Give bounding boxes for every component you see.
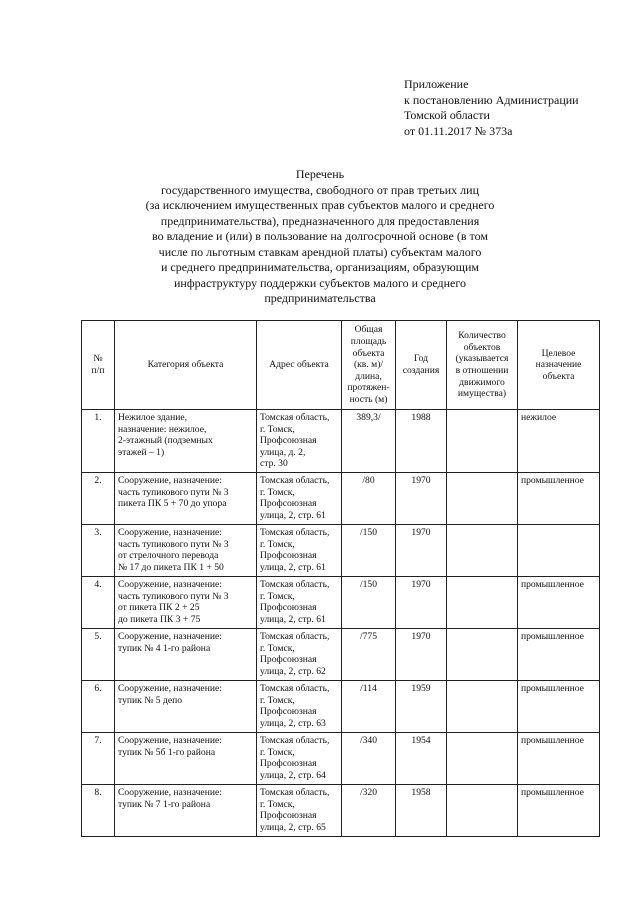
cell-category-line: часть тупикового пути № 3 [118, 538, 229, 550]
cell-count [447, 784, 518, 836]
cell-year: 1970 [396, 576, 447, 628]
cell-year: 1970 [396, 472, 447, 524]
cell-address-line: Томская область, [260, 412, 330, 423]
header-num [82, 321, 115, 410]
cell-num: 3. [82, 524, 115, 576]
cell-category [115, 576, 257, 628]
table-header-row [82, 321, 600, 410]
header-line: в отношении [455, 365, 509, 376]
cell-category-line: 2-этажный (подземных [118, 435, 213, 447]
cell-category-line: Нежилое здание, [118, 412, 187, 423]
header-line: создания [402, 365, 440, 376]
cell-category [115, 472, 257, 524]
header-line: Адрес объекта [269, 359, 329, 371]
cell-num: 1. [82, 410, 115, 473]
cell-year: 1970 [396, 628, 447, 680]
header-line: (кв. м)/ [353, 359, 384, 371]
cell-category-line: Сооружение, назначение: [118, 786, 222, 798]
cell-category [115, 524, 257, 576]
cell-address-line: улица, 2, стр. 61 [260, 613, 326, 625]
cell-address-line: г. Томск, [260, 590, 295, 602]
cell-address-line: г. Томск, [260, 538, 295, 550]
cell-address [257, 524, 342, 576]
cell-address-line: Профсоюзная [260, 706, 317, 718]
cell-category-line: часть тупикового пути № 3 [118, 590, 229, 602]
header-category [115, 321, 257, 410]
title-line: инфраструктуру поддержки субъектов малого и среднего [174, 275, 466, 290]
header-line: объектов [463, 341, 501, 353]
header-address [257, 321, 342, 410]
cell-category-line: тупик № 4 1-го района [118, 642, 211, 654]
appendix-line: от 01.11.2017 № 373а [404, 123, 513, 138]
table-row [82, 524, 600, 576]
header-line: движимого [459, 376, 505, 388]
header-line: Количество [458, 330, 506, 342]
cell-address-line: Профсоюзная [260, 435, 317, 447]
table-row [82, 576, 600, 628]
cell-category [115, 680, 257, 732]
header-line: п/п [91, 365, 105, 376]
cell-address-line: Профсоюзная [260, 602, 317, 614]
cell-category-line: от стрелочного перевода [118, 550, 219, 562]
cell-num: 6. [82, 680, 115, 732]
cell-address-line: г. Томск, [260, 423, 295, 435]
title-line: государственного имущества, свободного от прав третьих лиц [160, 182, 480, 197]
cell-area: /150 [342, 576, 396, 628]
cell-category-line: часть тупикового пути № 3 [118, 486, 229, 498]
cell-category-line: тупик № 7 1-го района [118, 798, 211, 810]
cell-category-line: тупик № 5 депо [118, 694, 183, 706]
appendix-line: Томской области [404, 108, 490, 122]
cell-address-line: Профсоюзная [260, 810, 317, 822]
cell-year: 1988 [396, 410, 447, 473]
header-count [447, 321, 518, 410]
cell-address-line: Томская область, [260, 578, 330, 590]
cell-count [447, 732, 518, 784]
cell-address [257, 628, 342, 680]
cell-count [447, 524, 518, 576]
title-line: и среднего предпринимательства, организациям, образующим [161, 260, 479, 274]
cell-address-line: улица, 2, стр. 61 [260, 509, 326, 521]
cell-category-line: № 17 до пикета ПК 1 + 50 [118, 561, 224, 573]
title-line: предпринимательства), предназначенного для предоставления [160, 213, 480, 228]
cell-address-line: улица, 2, стр. 61 [260, 561, 326, 573]
cell-num: 7. [82, 732, 115, 784]
title-line: (за исключением имущественных прав субъектов малого и среднего [145, 198, 495, 212]
cell-purpose: промышленное [518, 472, 600, 524]
cell-num: 4. [82, 576, 115, 628]
table-row [82, 680, 600, 732]
cell-address-line: улица, 2, стр. 64 [260, 769, 326, 781]
cell-address-line: улица, 2, стр. 62 [260, 665, 326, 677]
cell-purpose: промышленное [518, 680, 600, 732]
cell-address-line: стр. 30 [260, 458, 288, 470]
cell-year: 1959 [396, 680, 447, 732]
cell-count [447, 576, 518, 628]
title-line: предпринимательства [264, 291, 376, 305]
cell-address-line: Томская область, [260, 734, 330, 746]
cell-address-line: улица, 2, стр. 63 [260, 717, 326, 729]
header-line: имущества) [457, 388, 507, 400]
cell-category-line: Сооружение, назначение: [118, 526, 222, 538]
cell-purpose: промышленное [518, 628, 600, 680]
appendix-line: к постановлению Администрации [404, 92, 579, 107]
cell-num: 2. [82, 472, 115, 524]
header-line: (указывается [455, 353, 509, 365]
cell-category [115, 732, 257, 784]
header-line: объекта [542, 370, 575, 382]
appendix-line: Приложение [404, 77, 469, 91]
cell-address-line: Томская область, [260, 630, 330, 642]
cell-category-line: тупик № 5б 1-го района [118, 746, 216, 758]
title-line: во владение и (или) в пользование на долгосрочной основе (в том [152, 229, 488, 243]
cell-area: 389,3/ [342, 410, 396, 473]
document-title [120, 167, 520, 307]
table-row [82, 472, 600, 524]
cell-address-line: Томская область, [260, 474, 330, 486]
header-line: Целевое [541, 347, 576, 359]
cell-purpose: нежилое [518, 410, 600, 473]
cell-address-line: г. Томск, [260, 486, 295, 498]
cell-count [447, 410, 518, 473]
table-row [82, 410, 600, 473]
cell-category-line: Сооружение, назначение: [118, 682, 222, 694]
cell-purpose [518, 524, 600, 576]
cell-year: 1970 [396, 524, 447, 576]
title-line: Перечень [295, 167, 345, 181]
cell-address [257, 410, 342, 473]
property-table [81, 320, 600, 837]
cell-address [257, 784, 342, 836]
header-line: Категория объекта [147, 359, 224, 371]
table-row [82, 732, 600, 784]
cell-address-line: Томская область, [260, 786, 330, 798]
header-line: Год [413, 353, 429, 365]
cell-count [447, 472, 518, 524]
table-row [82, 628, 600, 680]
cell-area: /150 [342, 524, 396, 576]
cell-address-line: Томская область, [260, 526, 330, 538]
header-area [342, 321, 396, 410]
cell-address-line: улица, д. 2, [260, 446, 306, 458]
cell-address-line: Профсоюзная [260, 758, 317, 770]
header-year [396, 321, 447, 410]
cell-category [115, 628, 257, 680]
cell-category-line: Сооружение, назначение: [118, 734, 222, 746]
cell-address-line: Профсоюзная [260, 498, 317, 510]
cell-area: /340 [342, 732, 396, 784]
cell-address [257, 732, 342, 784]
cell-address-line: г. Томск, [260, 694, 295, 706]
cell-purpose: промышленное [518, 576, 600, 628]
cell-category [115, 784, 257, 836]
cell-num: 5. [82, 628, 115, 680]
cell-category-line: этажей – 1) [118, 446, 165, 458]
header-line: протяжен- [347, 382, 390, 394]
header-line: площадь [350, 336, 387, 348]
header-line: длина, [355, 370, 382, 382]
cell-year: 1954 [396, 732, 447, 784]
cell-address-line: г. Томск, [260, 746, 295, 758]
cell-area: /320 [342, 784, 396, 836]
cell-category-line: Сооружение, назначение: [118, 630, 222, 642]
appendix-header [404, 77, 579, 139]
cell-count [447, 628, 518, 680]
cell-area: /114 [342, 680, 396, 732]
cell-category-line: назначение: нежилое, [118, 423, 207, 435]
header-line: ность (м) [349, 393, 388, 405]
cell-year: 1958 [396, 784, 447, 836]
table-row [82, 784, 600, 836]
header-line: назначение [535, 359, 582, 371]
cell-address-line: Профсоюзная [260, 550, 317, 562]
cell-address [257, 680, 342, 732]
cell-area: /775 [342, 628, 396, 680]
cell-address [257, 472, 342, 524]
header-line: № [93, 353, 103, 365]
cell-count [447, 680, 518, 732]
cell-address [257, 576, 342, 628]
header-line: объекта [352, 347, 385, 359]
cell-category-line: до пикета ПК 3 + 75 [118, 613, 201, 625]
cell-category-line: пикета ПК 5 + 70 до упора [118, 498, 227, 510]
cell-category-line: Сооружение, назначение: [118, 474, 222, 486]
header-purpose [518, 321, 600, 410]
cell-address-line: г. Томск, [260, 798, 295, 810]
header-line: Общая [354, 324, 383, 336]
cell-address-line: Томская область, [260, 682, 330, 694]
cell-num: 8. [82, 784, 115, 836]
title-line: числе по льготным ставкам арендной платы) субъектам малого [158, 244, 482, 259]
cell-address-line: улица, 2, стр. 65 [260, 821, 326, 833]
cell-address-line: г. Томск, [260, 642, 295, 654]
cell-purpose: промышленное [518, 784, 600, 836]
cell-category-line: от пикета ПК 2 + 25 [118, 602, 200, 614]
cell-category-line: Сооружение, назначение: [118, 578, 222, 590]
cell-category [115, 410, 257, 473]
cell-area: /80 [342, 472, 396, 524]
cell-address-line: Профсоюзная [260, 654, 317, 666]
cell-purpose: промышленное [518, 732, 600, 784]
table-body [82, 410, 600, 837]
